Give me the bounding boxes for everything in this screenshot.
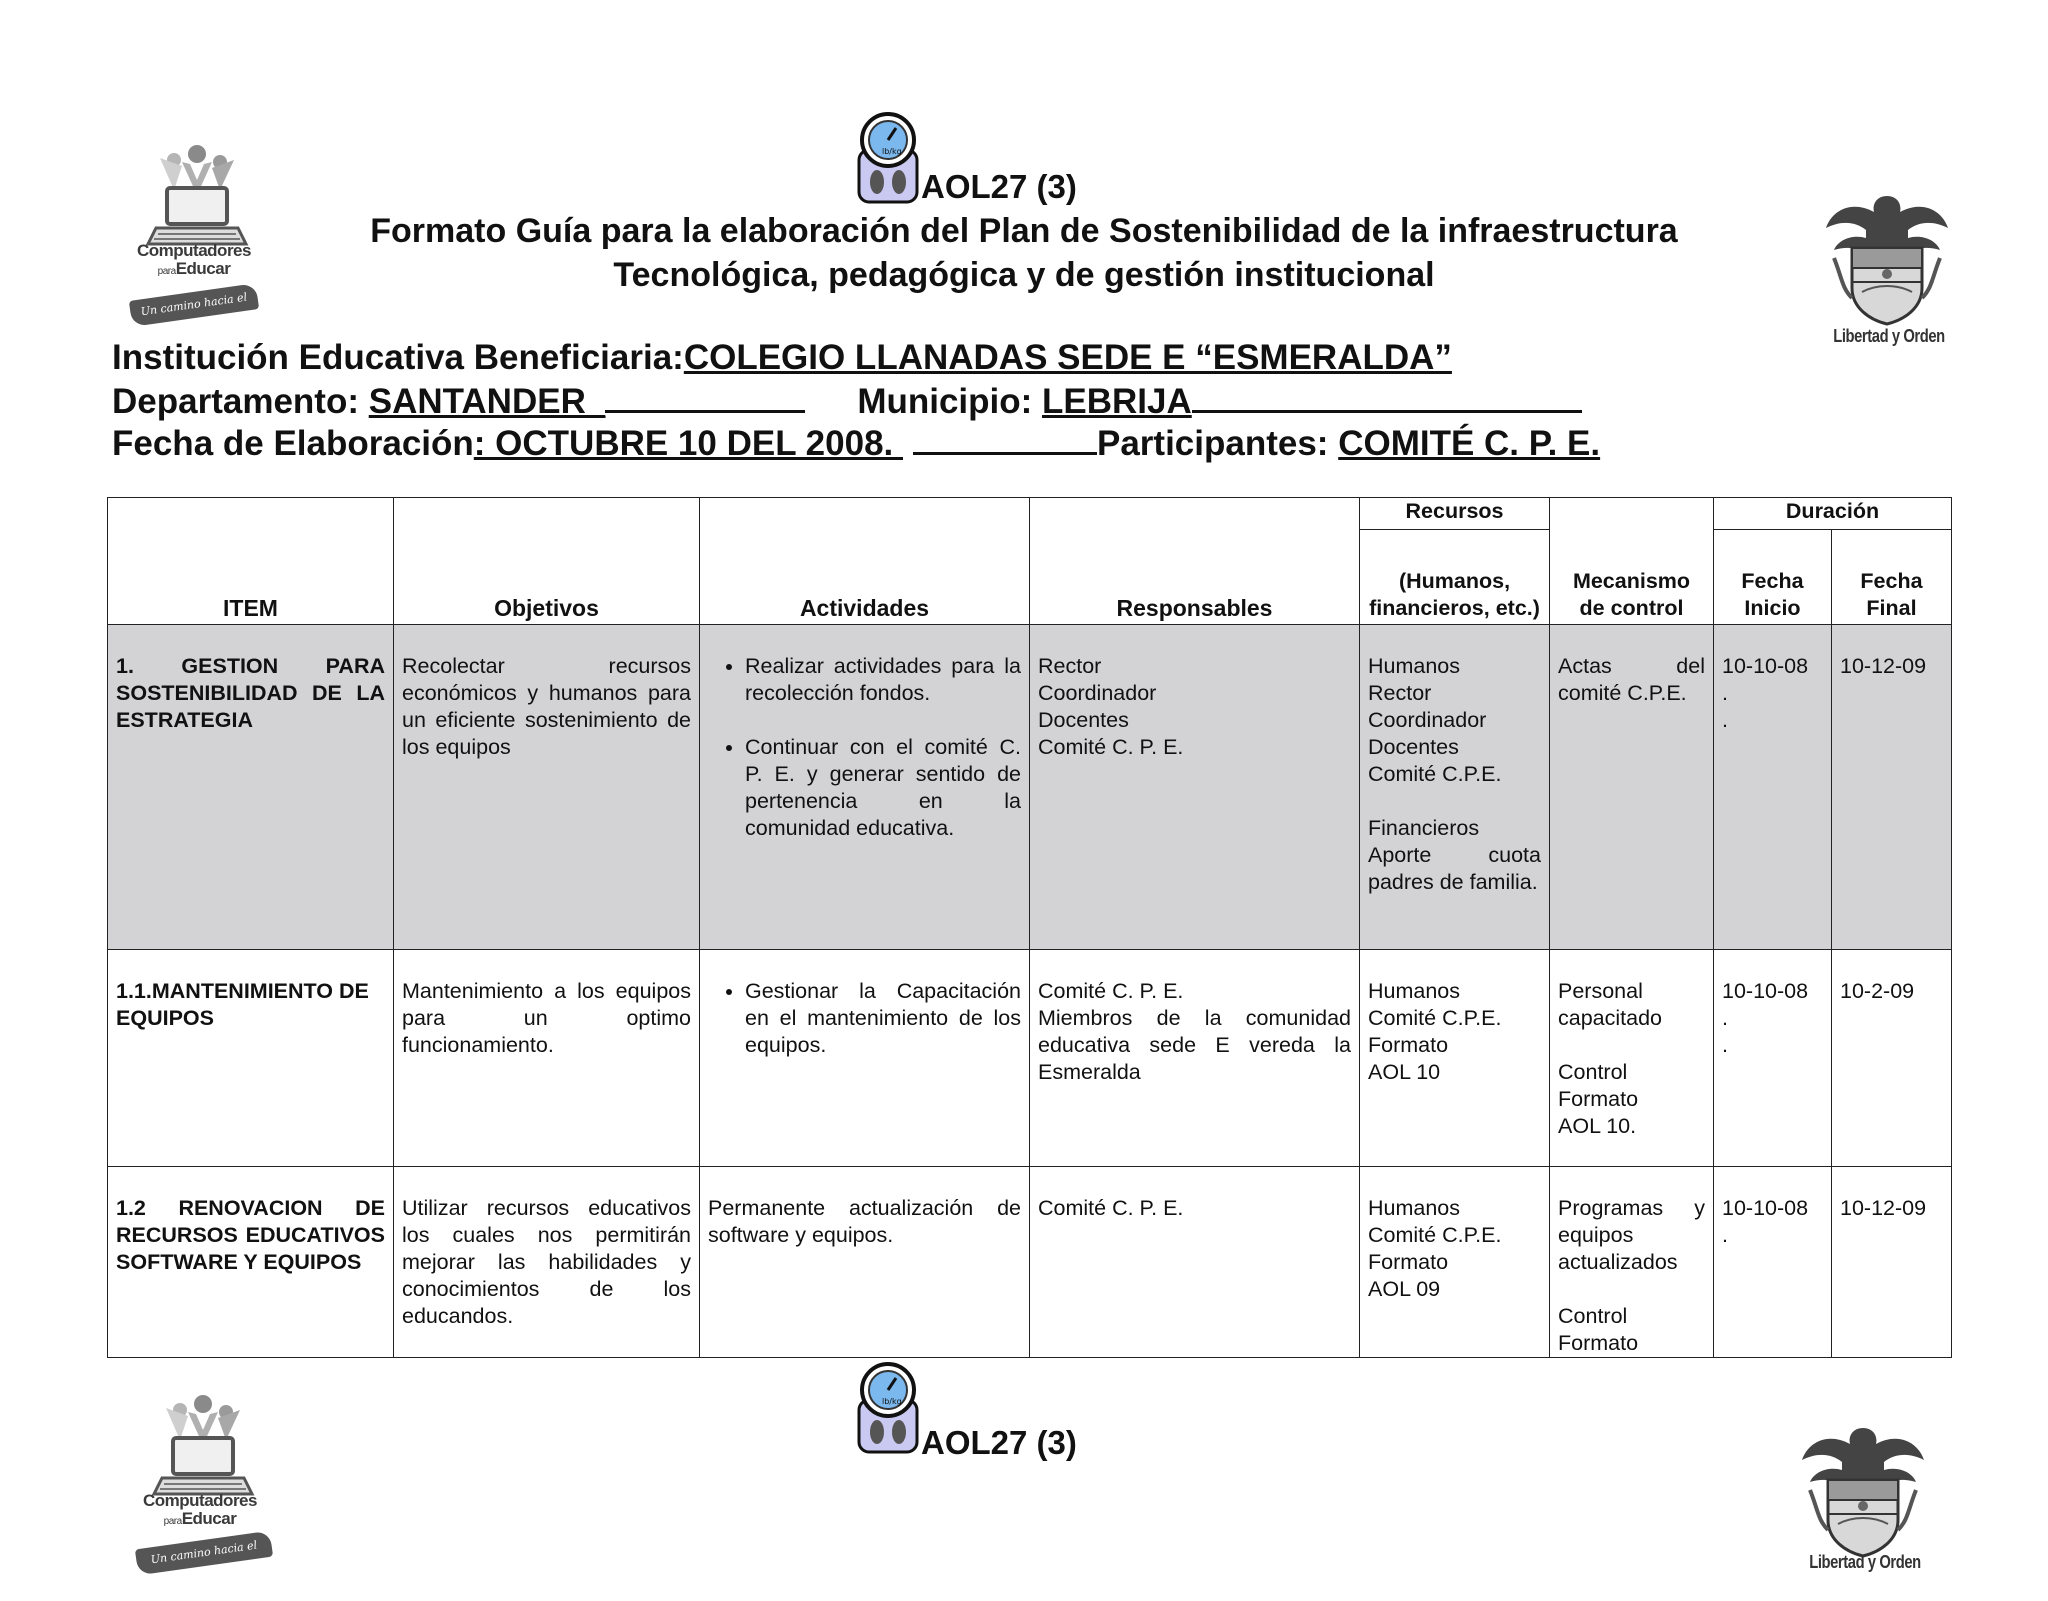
row2-start-date: 10-10-08 bbox=[1722, 979, 1809, 1003]
row2-control-1: Personal capacitado bbox=[1558, 979, 1662, 1030]
row1-responsible bbox=[1030, 625, 1360, 950]
row2-responsible-2: Miembros de la comunidad educativa sede E vereda la Esmeralda bbox=[1038, 1006, 1351, 1084]
municipality-value: LEBRIJA bbox=[1042, 382, 1192, 421]
row2-resource-1: Humanos bbox=[1368, 979, 1461, 1003]
row3-end: 10-12-09 bbox=[1832, 1167, 1952, 1358]
row1-control: Actas del comité C.P.E. bbox=[1550, 625, 1714, 950]
row1-responsible-1: Rector bbox=[1038, 654, 1102, 678]
cpe-brand-text bbox=[130, 1492, 270, 1531]
header-objectives: Objetivos bbox=[394, 498, 700, 625]
institution-label: Institución Educativa Beneficiaria: bbox=[112, 338, 684, 377]
row1-resource-1: Humanos bbox=[1368, 654, 1461, 678]
row1-resource-7: Financieros bbox=[1368, 816, 1480, 840]
row1-end: 10-12-09 bbox=[1832, 625, 1952, 950]
row3-activities: Permanente actualización de software y equipos. bbox=[700, 1167, 1030, 1358]
date-label: Fecha de Elaboración bbox=[112, 424, 474, 463]
row2-start bbox=[1714, 950, 1832, 1167]
table-row bbox=[108, 950, 1952, 1167]
row1-responsible-2: Coordinador bbox=[1038, 681, 1157, 705]
sustainability-plan-table bbox=[107, 497, 1952, 1358]
row2-start-dot-1: . bbox=[1722, 1006, 1728, 1030]
header-start-date: Fecha Inicio bbox=[1714, 530, 1832, 625]
row3-start bbox=[1714, 1167, 1832, 1358]
row1-activity-1: • Realizar actividades para la recolección fondos. bbox=[745, 653, 1021, 707]
colombia-coat-of-arms-footer bbox=[1798, 1420, 1928, 1590]
row2-end: 10-2-09 bbox=[1832, 950, 1952, 1167]
date-blank bbox=[913, 422, 1097, 455]
document-title-line1: Formato Guía para la elaboración del Plan de Sostenibilidad de la infraestructura bbox=[370, 212, 1678, 250]
row1-start-date: 10-10-08 bbox=[1722, 654, 1809, 678]
cpe-brand-para: para bbox=[163, 1516, 182, 1527]
table-row bbox=[108, 625, 1952, 950]
row3-control-3: Control bbox=[1558, 1304, 1628, 1328]
header-end-date: Fecha Final bbox=[1832, 530, 1952, 625]
row2-control-4: Formato bbox=[1558, 1087, 1639, 1111]
department-label: Departamento: bbox=[112, 382, 369, 421]
row2-resource-3: Formato bbox=[1368, 1033, 1449, 1057]
header-activities: Actividades bbox=[700, 498, 1030, 625]
row1-objective: Recolectar recursos económicos y humanos para un eficiente sostenimiento de los equipos bbox=[394, 625, 700, 950]
row2-responsible-1: Comité C. P. E. bbox=[1038, 979, 1184, 1003]
row1-resources bbox=[1360, 625, 1550, 950]
row2-resource-4: AOL 10 bbox=[1368, 1060, 1441, 1084]
scale-icon bbox=[853, 1360, 923, 1456]
header-responsible: Responsables bbox=[1030, 498, 1360, 625]
cpe-slogan: Un camino hacia el conocimiento bbox=[135, 1531, 273, 1576]
row3-control-4: Formato bbox=[1558, 1331, 1639, 1355]
header-resources: Recursos bbox=[1360, 498, 1550, 530]
svg-text:lb/kg: lb/kg bbox=[882, 147, 902, 156]
date-value: : OCTUBRE 10 DEL 2008. bbox=[473, 424, 903, 463]
row1-resource-4: Docentes bbox=[1368, 735, 1459, 759]
row1-resource-2: Rector bbox=[1368, 681, 1432, 705]
participants-value: COMITÉ C. P. E. bbox=[1338, 424, 1601, 463]
row3-objective: Utilizar recursos educativos los cuales nos permitirán mejorar las habilidades y conocimientos de los educandos. bbox=[394, 1167, 700, 1358]
row1-activity-2: • Continuar con el comité C. P. E. y generar sentido de pertenencia en la comunidad educativa. bbox=[745, 734, 1021, 842]
row1-resource-gap bbox=[1368, 788, 1541, 815]
location-line bbox=[112, 380, 1582, 422]
cpe-brand-name: Computadores bbox=[143, 1491, 257, 1510]
row3-control-gap bbox=[1558, 1276, 1705, 1303]
table-row bbox=[108, 1167, 1952, 1358]
computadores-para-educar-logo-footer bbox=[130, 1390, 280, 1590]
header-control: Mecanismo de control bbox=[1550, 498, 1714, 625]
cpe-brand-educar: Educar bbox=[175, 259, 231, 278]
footer-format-code: AOL27 (3) bbox=[921, 1424, 1077, 1461]
row3-resource-1: Humanos bbox=[1368, 1196, 1461, 1220]
row2-activities bbox=[700, 950, 1030, 1167]
header-resources-sub: (Humanos, financieros, etc.) bbox=[1360, 530, 1550, 625]
row3-control-1: Programas y equipos actualizados bbox=[1558, 1196, 1705, 1274]
row3-resources bbox=[1360, 1167, 1550, 1358]
svg-text:lb/kg: lb/kg bbox=[882, 1397, 902, 1406]
cpe-brand-para: para bbox=[157, 266, 176, 277]
municipality-label: Municipio: bbox=[857, 382, 1043, 421]
row3-control bbox=[1550, 1167, 1714, 1358]
row3-start-date: 10-10-08 bbox=[1722, 1196, 1809, 1220]
row3-item: 1.2 RENOVACION DE RECURSOS EDUCATIVOS SOFTWARE Y EQUIPOS bbox=[108, 1167, 394, 1358]
row2-resource-2: Comité C.P.E. bbox=[1368, 1006, 1502, 1030]
row1-responsible-3: Docentes bbox=[1038, 708, 1129, 732]
department-blank bbox=[605, 380, 805, 413]
motto: Libertad y Orden bbox=[1833, 326, 1945, 346]
row1-resource-8: Aporte cuota padres de familia. bbox=[1368, 843, 1541, 894]
department-value: SANTANDER_ bbox=[368, 382, 606, 421]
row3-resource-4: AOL 09 bbox=[1368, 1277, 1441, 1301]
row1-item: 1. GESTION PARA SOSTENIBILIDAD DE LA ESTRATEGIA bbox=[108, 625, 394, 950]
institution-value: COLEGIO LLANADAS SEDE E “ESMERALDA” bbox=[683, 338, 1452, 377]
coat-of-arms-icon bbox=[1798, 1420, 1928, 1560]
date-line bbox=[112, 422, 1600, 464]
cpe-slogan: Un camino hacia el conocimiento bbox=[129, 283, 259, 327]
row3-start-dot-1: . bbox=[1722, 1223, 1728, 1247]
cpe-brand-name: Computadores bbox=[137, 241, 251, 260]
format-code: AOL27 (3) bbox=[921, 168, 1077, 205]
row1-start-dot-2: . bbox=[1722, 708, 1728, 732]
row2-control-5: AOL 10. bbox=[1558, 1114, 1637, 1138]
row1-resource-3: Coordinador bbox=[1368, 708, 1487, 732]
row2-responsible bbox=[1030, 950, 1360, 1167]
row2-resources bbox=[1360, 950, 1550, 1167]
row1-start bbox=[1714, 625, 1832, 950]
row1-responsible-4: Comité C. P. E. bbox=[1038, 735, 1184, 759]
institution-line bbox=[112, 338, 1452, 378]
header-item: ITEM bbox=[108, 498, 394, 625]
motto: Libertad y Orden bbox=[1809, 1552, 1921, 1572]
table-header-row bbox=[108, 498, 1952, 530]
row2-control-gap bbox=[1558, 1032, 1705, 1059]
document-title-line2: Tecnológica, pedagógica y de gestión institucional bbox=[613, 256, 1435, 294]
municipality-blank bbox=[1192, 380, 1582, 413]
row1-activities bbox=[700, 625, 1030, 950]
row1-start-dot-1: . bbox=[1722, 681, 1728, 705]
row2-start-dot-2: . bbox=[1722, 1033, 1728, 1057]
scale-icon bbox=[853, 110, 923, 206]
row2-objective: Mantenimiento a los equipos para un optimo funcionamiento. bbox=[394, 950, 700, 1167]
participants-label: Participantes: bbox=[1097, 424, 1339, 463]
cpe-brand-educar: Educar bbox=[181, 1509, 237, 1528]
row3-resource-2: Comité C.P.E. bbox=[1368, 1223, 1502, 1247]
header-duration: Duración bbox=[1714, 498, 1952, 530]
row2-control-3: Control bbox=[1558, 1060, 1628, 1084]
row1-resource-5: Comité C.P.E. bbox=[1368, 762, 1502, 786]
row2-control bbox=[1550, 950, 1714, 1167]
row3-responsible bbox=[1030, 1167, 1360, 1358]
row2-item: 1.1.MANTENIMIENTO DE EQUIPOS bbox=[108, 950, 394, 1167]
row3-resource-3: Formato bbox=[1368, 1250, 1449, 1274]
row3-responsible-1: Comité C. P. E. bbox=[1038, 1196, 1184, 1220]
row2-activity-1: • Gestionar la Capacitación en el mantenimiento de los equipos. bbox=[745, 978, 1021, 1059]
